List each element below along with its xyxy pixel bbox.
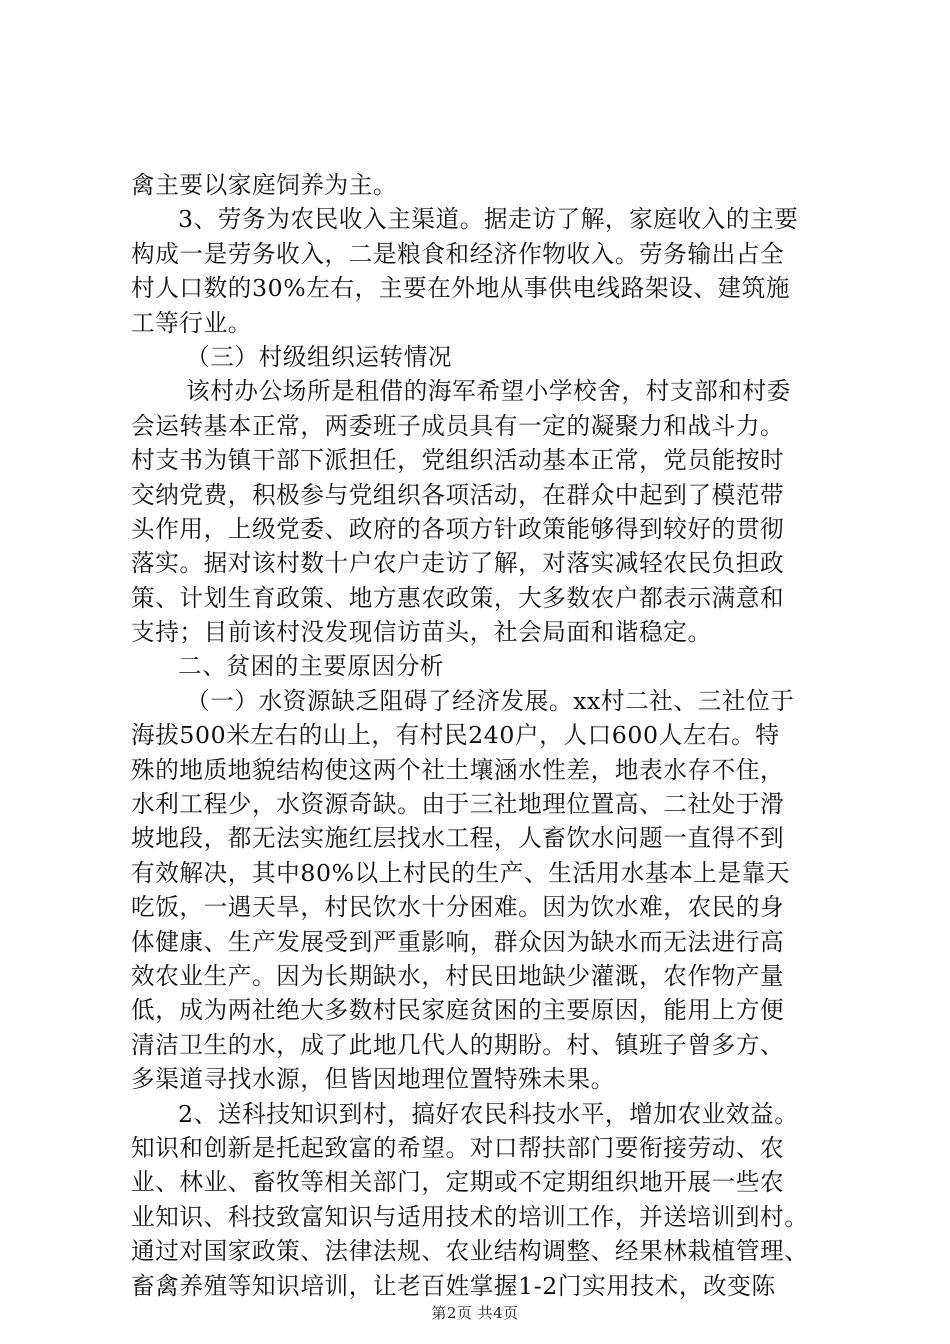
body-text-line: 多渠道寻找水源，但皆因地理位置特殊未果。 — [131, 1065, 615, 1094]
body-text-line: 构成一是劳务收入，二是粮食和经济作物收入。劳务输出占全 — [131, 239, 785, 268]
body-text-line: 坡地段，都无法实施红层找水工程，人畜饮水问题一直得不到 — [131, 824, 785, 853]
body-text-line: 业、林业、畜牧等相关部门，定期或不定期组织地开展一些农 — [131, 1168, 785, 1197]
body-text-line: 低，成为两社绝大多数村民家庭贫困的主要原因，能用上方便 — [131, 996, 785, 1025]
body-text-line: 3、劳务为农民收入主渠道。据走访了解，家庭收入的主要 — [178, 205, 799, 234]
body-text-line: 交纳党费，积极参与党组织各项活动，在群众中起到了模范带 — [131, 480, 785, 509]
body-text-line: 海拔500米左右的山上，有村民240户，人口600人左右。特 — [131, 721, 780, 750]
body-text-line: （三）村级组织运转情况 — [186, 342, 453, 371]
body-text-line: 业知识、科技致富知识与适用技术的培训工作，并送培训到村。 — [131, 1202, 809, 1231]
body-text-line: 效农业生产。因为长期缺水，村民田地缺少灌溉，农作物产量 — [131, 961, 785, 990]
body-text-line: 吃饭，一遇天旱，村民饮水十分困难。因为饮水难，农民的身 — [131, 893, 785, 922]
body-text-line: 知识和创新是托起致富的希望。对口帮扶部门要衔接劳动、农 — [131, 1133, 785, 1162]
body-text-line: 禽主要以家庭饲养为主。 — [131, 171, 398, 199]
body-text-line: 头作用，上级党委、政府的各项方针政策能够得到较好的贯彻 — [131, 514, 785, 543]
body-text-line: （一）水资源缺乏阻碍了经济发展。xx村二社、三社位于 — [186, 686, 795, 715]
body-text-line: 有效解决，其中80%以上村民的生产、生活用水基本上是靠天 — [131, 858, 791, 887]
body-text-line: 村支书为镇干部下派担任，党组织活动基本正常，党员能按时 — [131, 446, 785, 475]
body-text-line: 该村办公场所是租借的海军希望小学校舍，村支部和村委 — [186, 377, 791, 406]
body-text-line: 清洁卫生的水，成了此地几代人的期盼。村、镇班子曾多方、 — [131, 1030, 785, 1059]
body-text-line: 落实。据对该村数十户农户走访了解，对落实减轻农民负担政 — [131, 549, 785, 578]
body-text-line: 会运转基本正常，两委班子成员具有一定的凝聚力和战斗力。 — [131, 411, 785, 440]
body-text-line: 工等行业。 — [131, 308, 252, 337]
body-text-line: 水利工程少，水资源奇缺。由于三社地理位置高、二社处于滑 — [131, 790, 785, 819]
page-footer: 第2页 共4页 — [431, 1304, 519, 1322]
body-text-line: 殊的地质地貌结构使这两个社土壤涵水性差，地表水存不住， — [131, 755, 785, 784]
body-text-line: 体健康、生产发展受到严重影响，群众因为缺水而无法进行高 — [131, 927, 785, 956]
body-text-line: 畜禽养殖等知识培训，让老百姓掌握1-2门实用技术，改变陈 — [131, 1271, 776, 1300]
body-text-line: 策、计划生育政策、地方惠农政策，大多数农户都表示满意和 — [131, 583, 785, 612]
body-text-line: 支持；目前该村没发现信访苗头，社会局面和谐稳定。 — [131, 618, 712, 647]
document-body — [131, 168, 831, 1303]
body-text-line: 2、送科技知识到村，搞好农民科技水平，增加农业效益。 — [178, 1099, 799, 1128]
body-text-line: 二、贫困的主要原因分析 — [178, 652, 445, 681]
body-text-line: 村人口数的30%左右，主要在外地从事供电线路架设、建筑施 — [131, 274, 791, 303]
body-text-line: 通过对国家政策、法律法规、农业结构调整、经果林栽植管理、 — [131, 1237, 809, 1266]
